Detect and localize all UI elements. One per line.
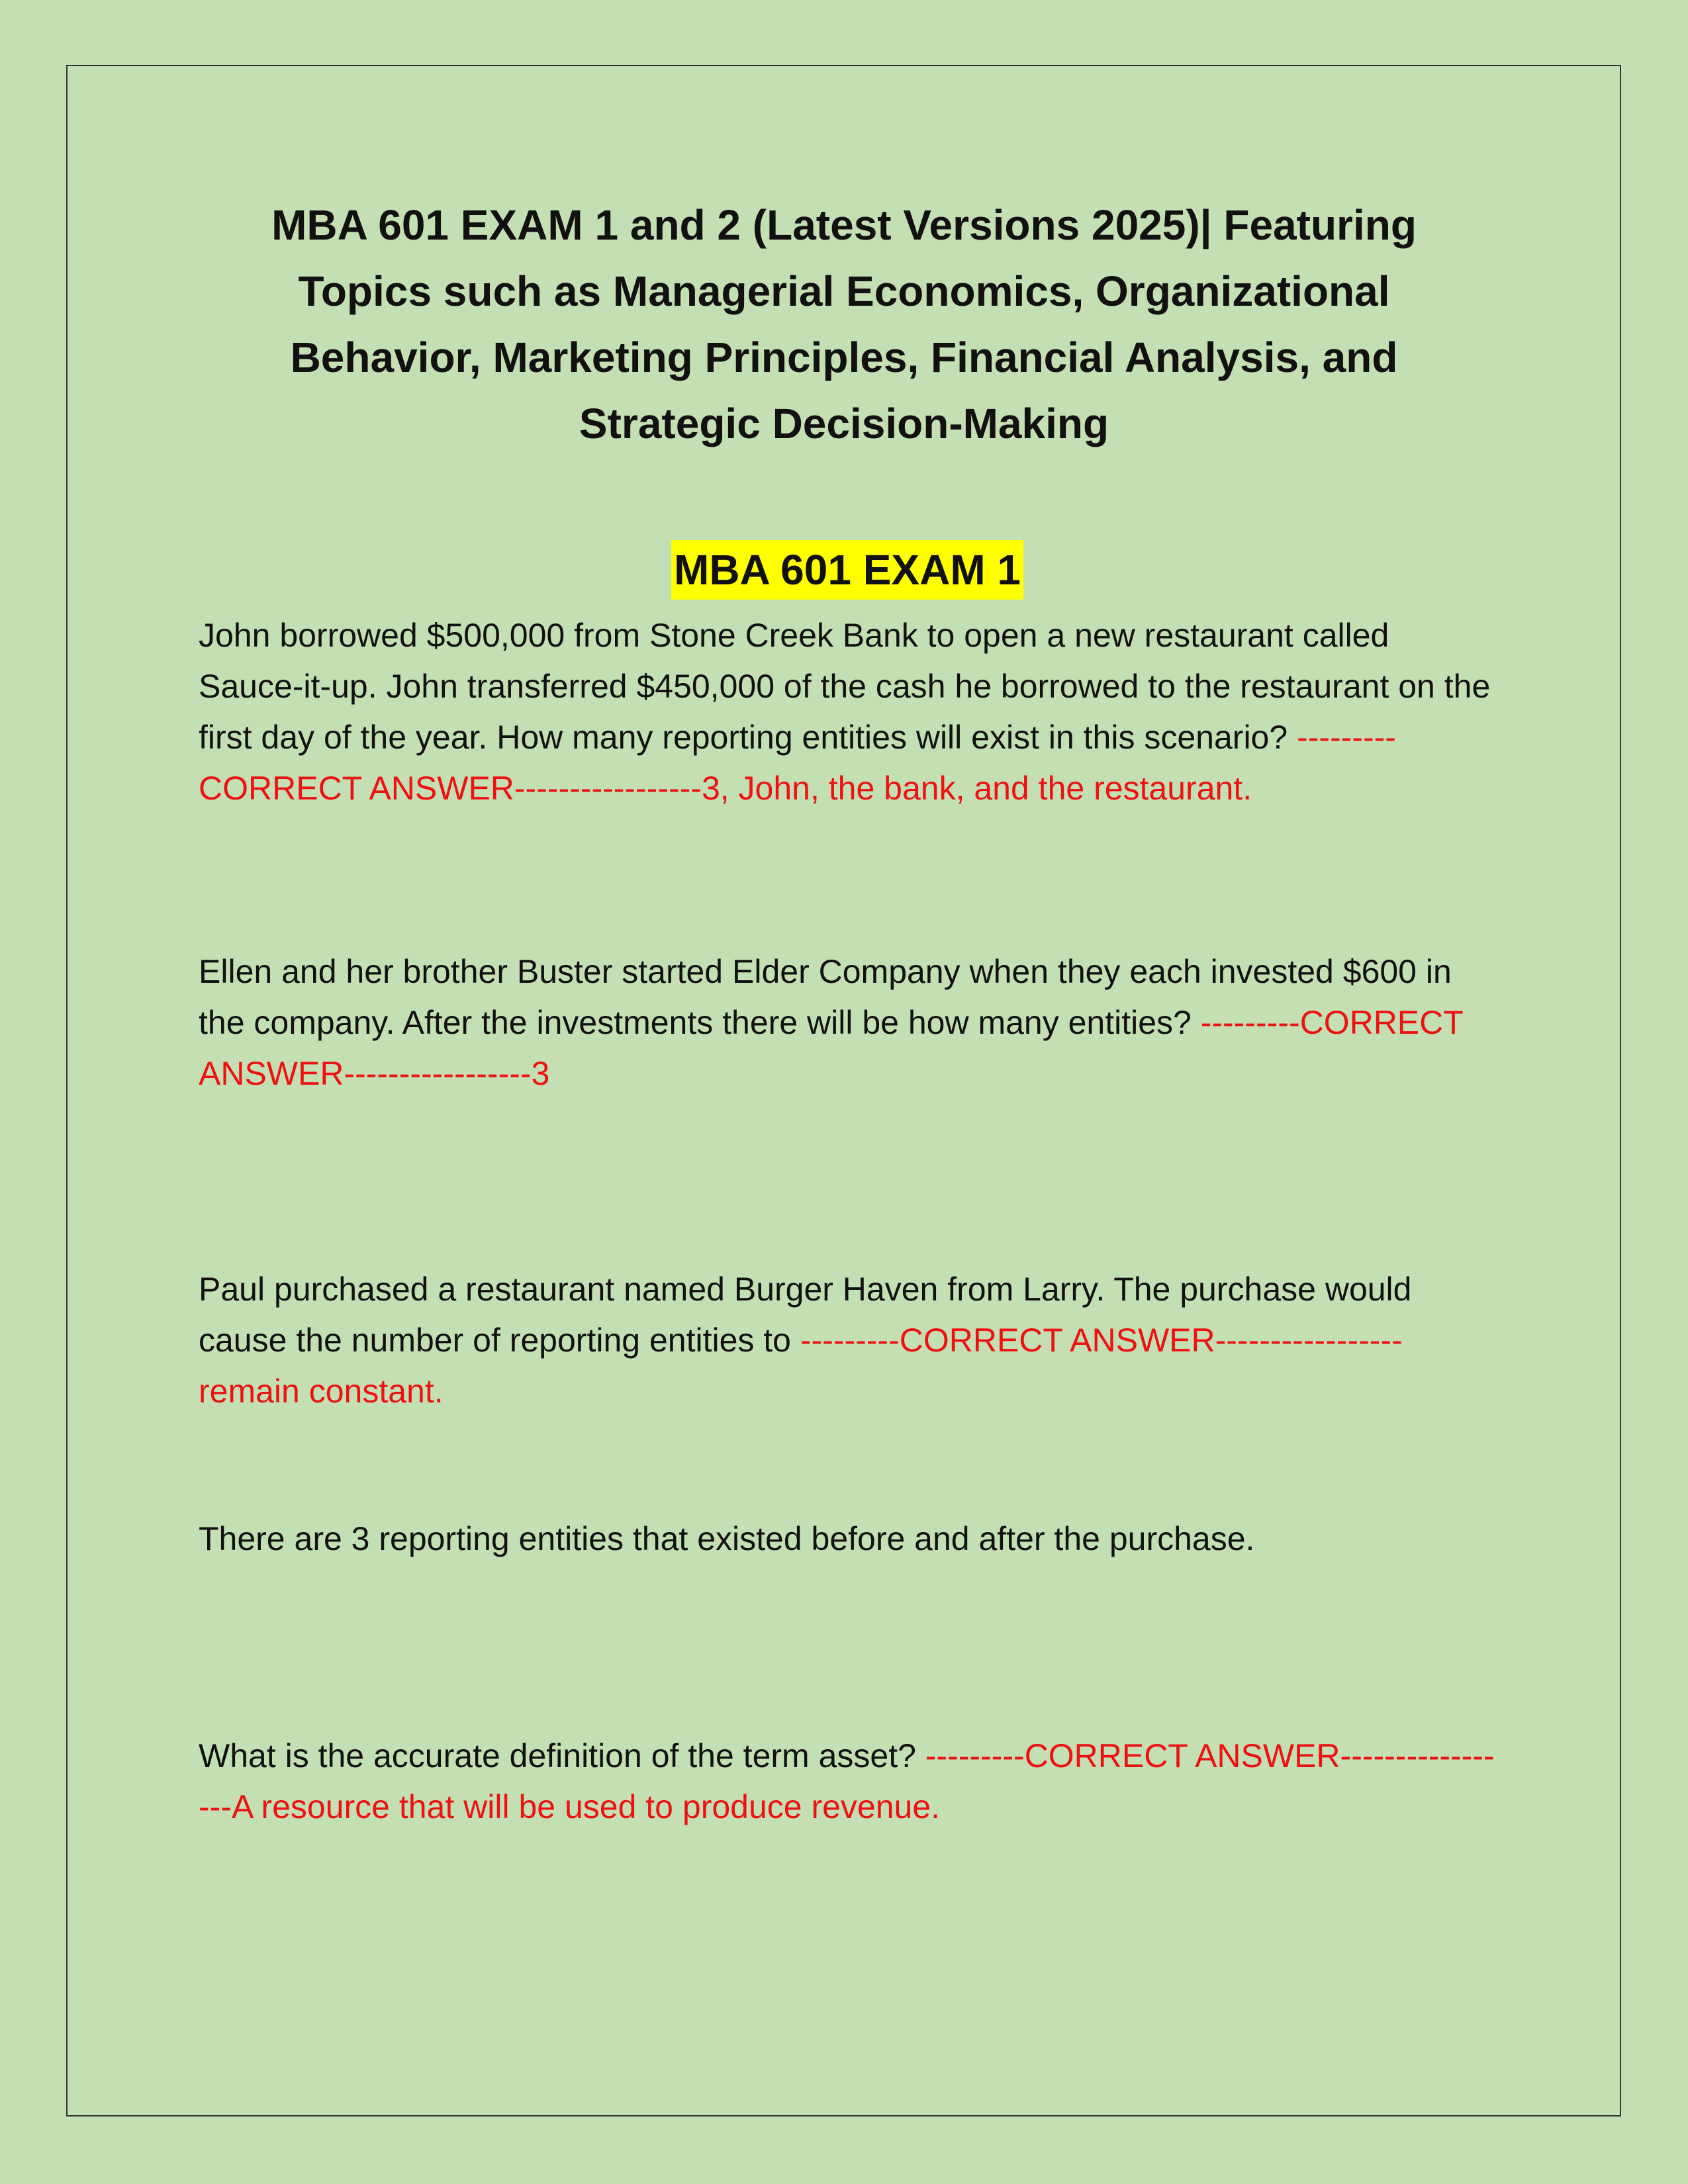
explanation-note: There are 3 reporting entities that existed before and after the purchase. — [199, 1520, 1255, 1557]
document-content — [199, 192, 1496, 1833]
document-title: MBA 601 EXAM 1 and 2 (Latest Versions 2025)| Featuring Topics such as Managerial Economics, Organizational Behavior, Marketing Principles, Financial Analysis, and Strategic Decision-Making — [271, 201, 1417, 447]
question-text: John borrowed $500,000 from Stone Creek Bank to open a new restaurant called Sauce-it-up. John transferred $450,000 of the cash he borrowed to the restaurant on the first day of the year. How many reporting entities will exist in this scenario? — [199, 617, 1491, 756]
answer-text: ---------CORRECT ANSWER-----------------A resource that will be used to produce revenue. — [199, 1737, 1495, 1825]
answer-text: ---------CORRECT ANSWER-----------------3, John, the bank, and the restaurant. — [199, 719, 1396, 807]
question-text: Ellen and her brother Buster started Elder Company when they each invested $600 in the company. After the investments there will be how many entities? — [199, 953, 1452, 1041]
question-block — [199, 610, 1496, 814]
question-block — [199, 1264, 1496, 1417]
question-block — [199, 1731, 1496, 1833]
section-heading-container — [199, 540, 1496, 600]
question-text: What is the accurate definition of the term asset? — [199, 1737, 925, 1774]
answer-text: ---------CORRECT ANSWER-----------------3 — [199, 1004, 1463, 1092]
question-text: Paul purchased a restaurant named Burger Haven from Larry. The purchase would cause the number of reporting entities to — [199, 1271, 1412, 1359]
answer-text: ---------CORRECT ANSWER-----------------remain constant. — [199, 1322, 1403, 1410]
section-heading: MBA 601 EXAM 1 — [671, 540, 1023, 600]
question-block — [199, 946, 1496, 1099]
